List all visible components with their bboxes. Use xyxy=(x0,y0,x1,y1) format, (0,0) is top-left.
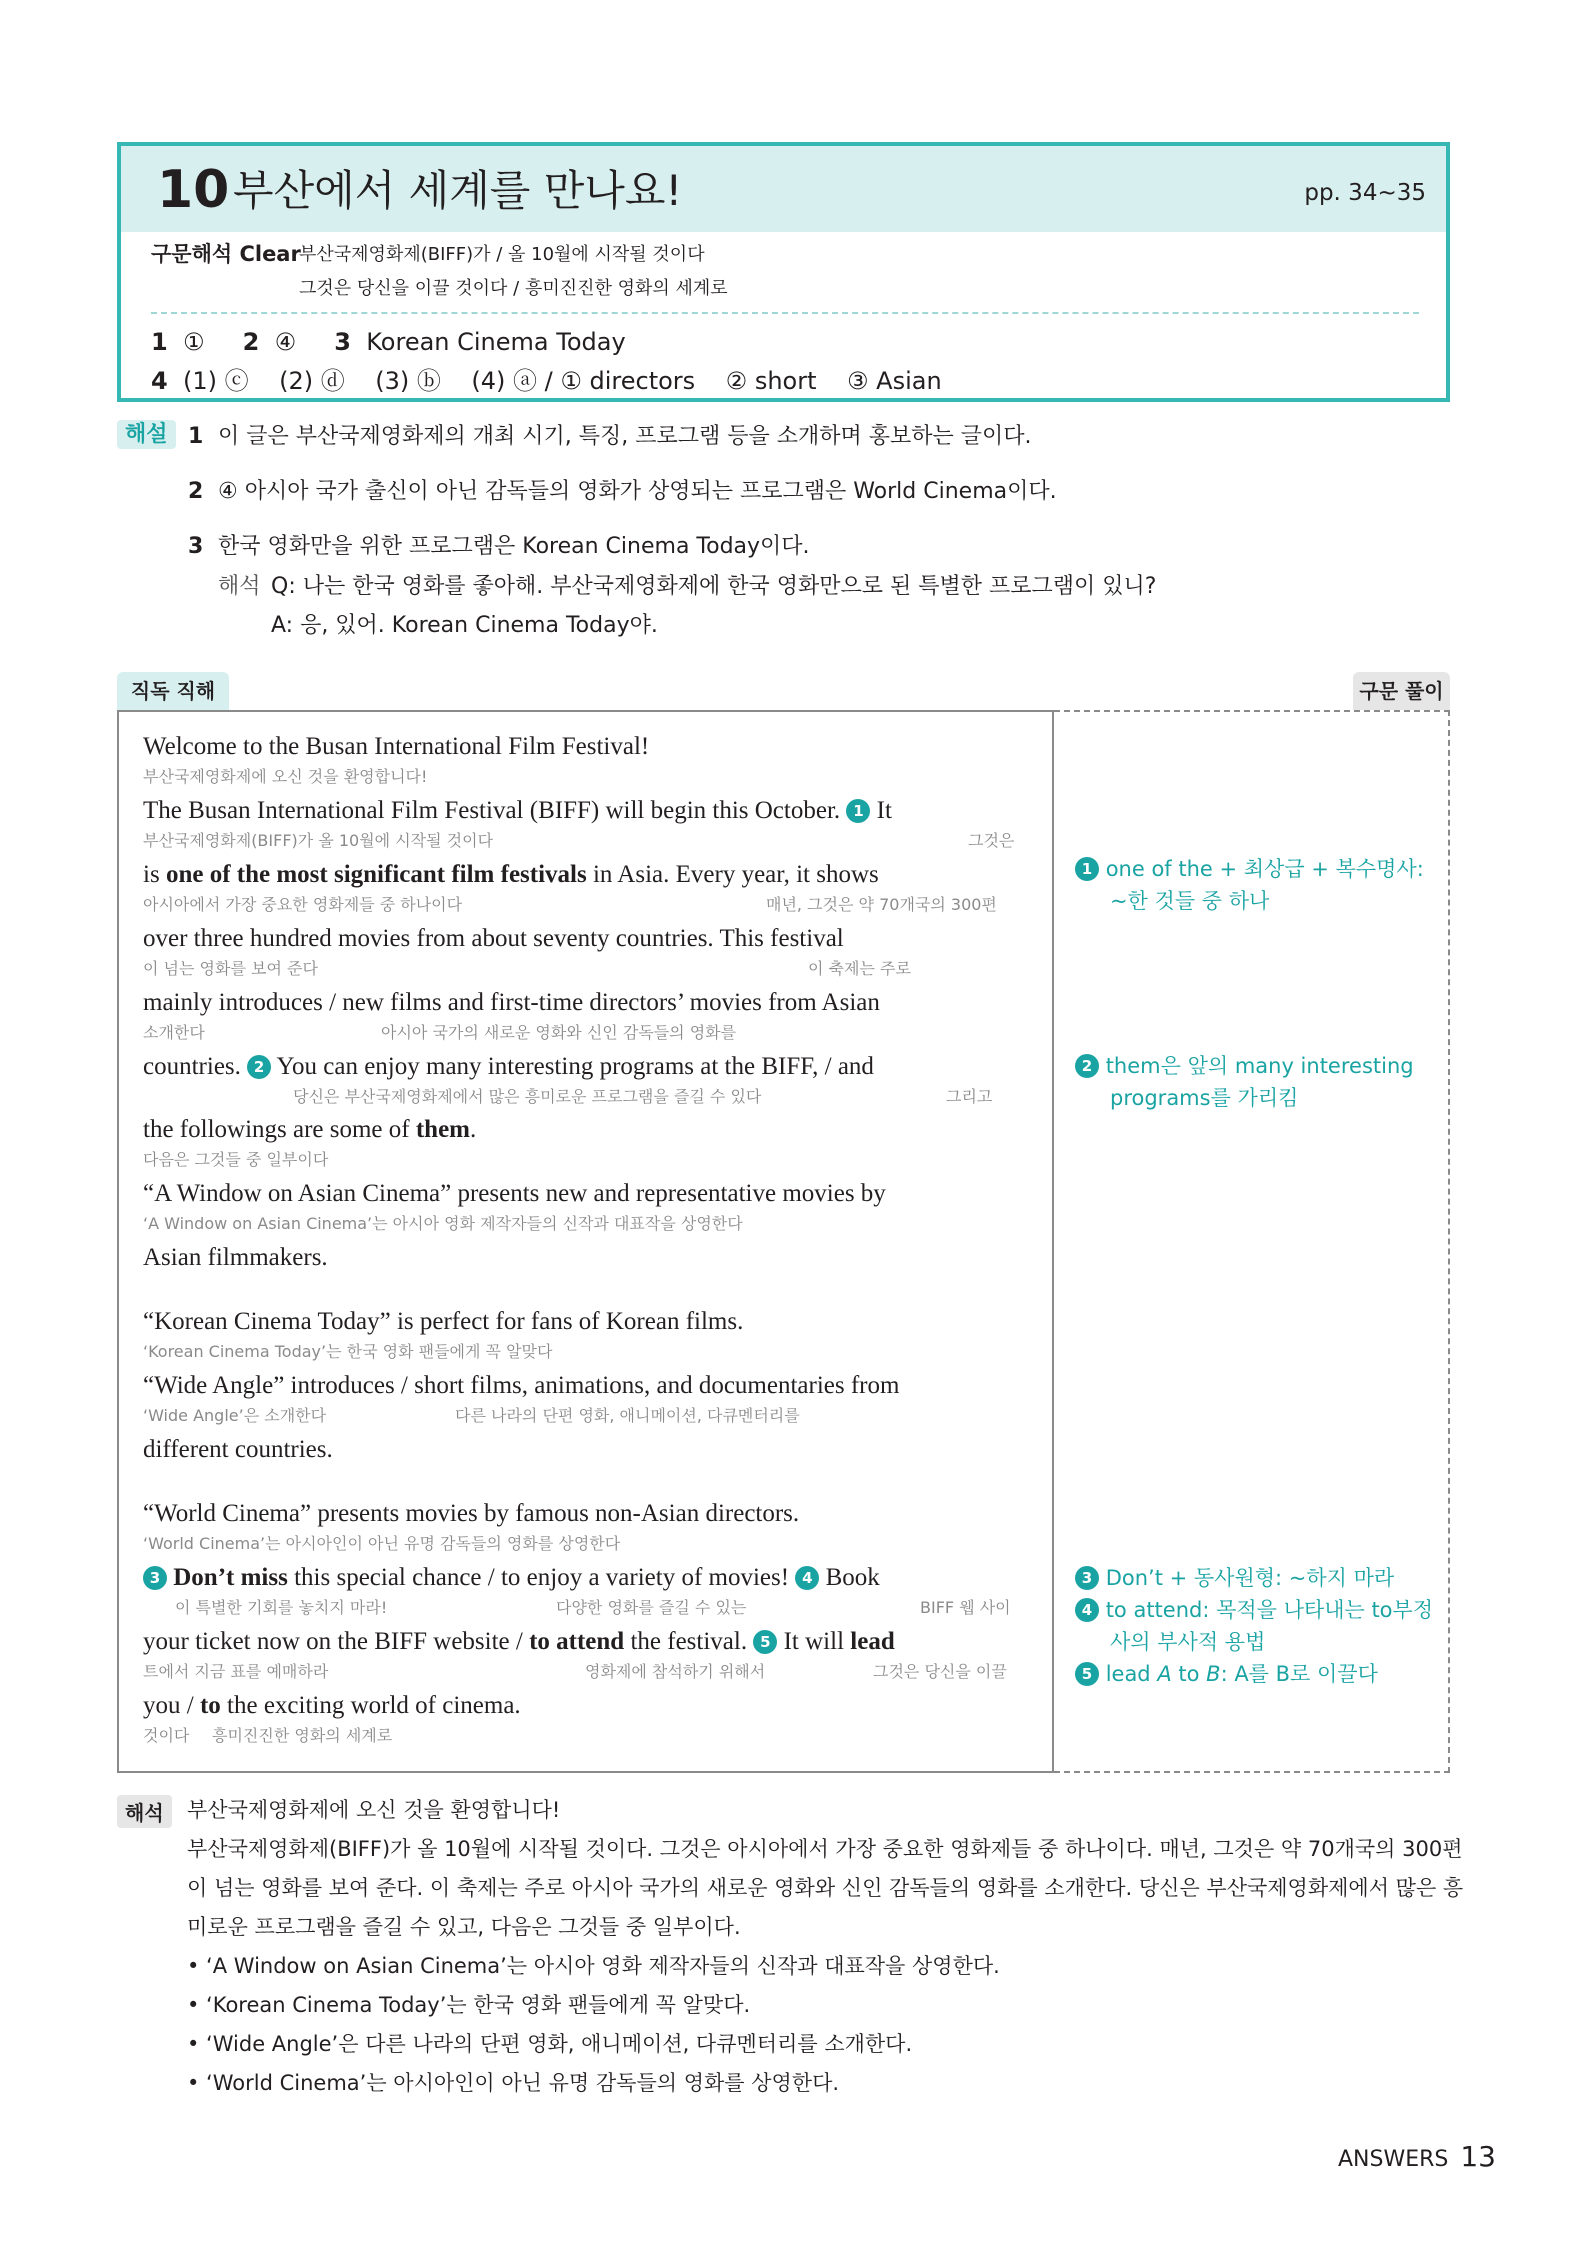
gloss: 매년, 그것은 약 70개국의 300편 xyxy=(766,895,997,914)
note-1-cont: ~한 것들 중 하나 xyxy=(1110,889,1270,913)
reading-line: 3 Don’t miss this special chance / to enjoy a variety of movies! 4 Book xyxy=(143,1562,880,1594)
marker-1: 1 xyxy=(846,799,870,823)
answer-num: 2 xyxy=(242,328,260,356)
translation-tag: 해석 xyxy=(117,1795,172,1828)
reading-line: is one of the most significant film festivals in Asia. Every year, it shows xyxy=(143,861,879,888)
reading-line: mainly introduces / new films and first-time directors’ movies from Asian xyxy=(143,989,880,1016)
gloss: 부산국제영화제에 오신 것을 환영합니다! xyxy=(143,767,428,786)
q2-number: 2 xyxy=(188,479,204,504)
translation-bullet: • ‘Wide Angle’은 다른 나라의 단편 영화, 애니메이션, 다큐멘터리를 소개한다. xyxy=(187,2032,913,2056)
clear-line-2: 그것은 당신을 이끌 것이다 / 흥미진진한 영화의 세계로 xyxy=(299,278,728,299)
gloss: 그것은 당신을 이끌 xyxy=(873,1662,1007,1681)
translation-line: 미로운 프로그램을 즐길 수 있고, 다음은 그것들 중 일부이다. xyxy=(187,1915,741,1939)
answer: ④ xyxy=(274,328,297,356)
translation-bullet: • ‘World Cinema’는 아시아인이 아닌 유명 감독들의 영화를 상영한다. xyxy=(187,2071,840,2095)
answer: ① xyxy=(182,328,205,356)
reading-line: the followings are some of them. xyxy=(143,1116,477,1143)
tab-direct-reading: 직독 직해 xyxy=(117,672,229,710)
answers-line-1 xyxy=(151,324,626,360)
page-footer xyxy=(1338,2140,1496,2173)
gloss: 것이다 xyxy=(143,1726,190,1745)
answer-num: 4 xyxy=(151,367,168,395)
note-2: 2 them은 앞의 many interesting xyxy=(1075,1050,1414,1082)
divider xyxy=(151,312,1419,314)
gloss: 부산국제영화제(BIFF)가 올 10월에 시작될 것이다 xyxy=(143,831,494,850)
gloss: 소개한다 xyxy=(143,1023,205,1042)
gloss: ‘Korean Cinema Today’는 한국 영화 팬들에게 꼭 알맞다 xyxy=(143,1342,553,1361)
q2-explanation: ④ 아시아 국가 출신이 아닌 감독들의 영화가 상영되는 프로그램은 World Cinema이다. xyxy=(218,479,1057,504)
gloss: 트에서 지금 표를 예매하라 xyxy=(143,1662,329,1681)
gloss: BIFF 웹 사이 xyxy=(920,1598,1011,1617)
note-1: 1 one of the + 최상급 + 복수명사: xyxy=(1075,853,1424,885)
gloss: 흥미진진한 영화의 세계로 xyxy=(212,1726,393,1745)
note-3: 3 Don’t + 동사원형: ~하지 마라 xyxy=(1075,1562,1394,1594)
clear-line-1: 부산국제영화제(BIFF)가 / 올 10월에 시작될 것이다 xyxy=(299,244,705,265)
gloss: ‘World Cinema’는 아시아인이 아닌 유명 감독들의 영화를 상영한다 xyxy=(143,1534,621,1553)
lesson-number: 10 xyxy=(157,160,230,220)
reading-line: The Busan International Film Festival (BIFF) will begin this October. 1 It xyxy=(143,797,892,824)
gloss: 이 축제는 주로 xyxy=(808,959,911,978)
reading-line: Asian filmmakers. xyxy=(143,1244,328,1271)
translation-bullet: • ‘Korean Cinema Today’는 한국 영화 팬들에게 꼭 알맞다. xyxy=(187,1993,751,2017)
q3-answer: A: 응, 있어. Korean Cinema Today야. xyxy=(271,613,658,638)
gloss: 이 특별한 기회를 놓치지 마라! xyxy=(175,1598,388,1617)
reading-line: different countries. xyxy=(143,1436,333,1463)
gloss: 다음은 그것들 중 일부이다 xyxy=(143,1150,329,1169)
note-2-cont: programs를 가리킴 xyxy=(1110,1086,1299,1110)
translation-line: 이 넘는 영화를 보여 준다. 이 축제는 주로 아시아 국가의 새로운 영화와 신인 감독들의 영화를 소개한다. 당신은 부산국제영화제에서 많은 흥 xyxy=(187,1876,1464,1900)
reading-line: your ticket now on the BIFF website / to attend the festival. 5 It will lead xyxy=(143,1628,895,1655)
marker-3: 3 xyxy=(143,1566,167,1590)
note-4: 4 to attend: 목적을 나타내는 to부정 xyxy=(1075,1594,1433,1626)
clear-label: 구문해석 Clear xyxy=(151,242,301,266)
gloss: 아시아에서 가장 중요한 영화제들 중 하나이다 xyxy=(143,895,463,914)
reading-line: you / to the exciting world of cinema. xyxy=(143,1692,521,1719)
tab-syntax-notes: 구문 풀이 xyxy=(1353,672,1450,710)
lesson-header xyxy=(117,142,1450,402)
gloss: 그것은 xyxy=(968,831,1015,850)
reading-line: Welcome to the Busan International Film Festival! xyxy=(143,733,650,760)
gloss: 그리고 xyxy=(946,1087,993,1106)
reading-line: over three hundred movies from about seventy countries. This festival xyxy=(143,925,844,952)
answers-line-2 xyxy=(151,363,942,399)
gloss: 아시아 국가의 새로운 영화와 신인 감독들의 영화를 xyxy=(381,1023,737,1042)
gloss: ‘Wide Angle’은 소개한다 xyxy=(143,1406,327,1425)
reading-line: “World Cinema” presents movies by famous non-Asian directors. xyxy=(143,1500,800,1527)
marker-4: 4 xyxy=(795,1566,819,1590)
translation-line: 부산국제영화제에 오신 것을 환영합니다! xyxy=(187,1798,561,1822)
gloss: ‘A Window on Asian Cinema’는 아시아 영화 제작자들의 신작과 대표작을 상영한다 xyxy=(143,1214,743,1233)
translation-bullet: • ‘A Window on Asian Cinema’는 아시아 영화 제작자들의 신작과 대표작을 상영한다. xyxy=(187,1954,1000,1978)
lesson-title: 부산에서 세계를 만나요! xyxy=(233,166,683,215)
note-5: 5 lead A to B: A를 B로 이끌다 xyxy=(1075,1658,1378,1690)
q1-explanation: 이 글은 부산국제영화제의 개최 시기, 특징, 프로그램 등을 소개하며 홍보하는 글이다. xyxy=(218,424,1032,449)
gloss: 다양한 영화를 즐길 수 있는 xyxy=(556,1598,747,1617)
reading-line: “A Window on Asian Cinema” presents new and representative movies by xyxy=(143,1180,886,1207)
note-4-cont: 사의 부사적 용법 xyxy=(1110,1630,1266,1654)
answer: (1) ⓒ (2) ⓓ (3) ⓑ (4) ⓐ / ① directors ② short ③ Asian xyxy=(182,367,942,395)
marker-5: 5 xyxy=(753,1630,777,1654)
q3-number: 3 xyxy=(188,534,204,559)
answer-num: 1 xyxy=(151,328,168,356)
explanation-tag: 해설 xyxy=(117,420,176,450)
answer-num: 3 xyxy=(334,328,351,356)
gloss: 영화제에 참석하기 위해서 xyxy=(585,1662,766,1681)
gloss: 이 넘는 영화를 보여 준다 xyxy=(143,959,318,978)
marker-2: 2 xyxy=(247,1055,271,1079)
page-number: 13 xyxy=(1460,2140,1496,2173)
reading-line: “Korean Cinema Today” is perfect for fans of Korean films. xyxy=(143,1308,744,1335)
reading-line: “Wide Angle” introduces / short films, animations, and documentaries from xyxy=(143,1372,900,1399)
q1-number: 1 xyxy=(188,424,204,449)
q3-trans-label: 해석 xyxy=(218,574,261,599)
translation-line: 부산국제영화제(BIFF)가 올 10월에 시작될 것이다. 그것은 아시아에서 가장 중요한 영화제들 중 하나이다. 매년, 그것은 약 70개국의 300편 xyxy=(187,1837,1463,1861)
reading-line: countries. 2 You can enjoy many interesting programs at the BIFF, / and xyxy=(143,1053,874,1080)
gloss: 다른 나라의 단편 영화, 애니메이션, 다큐멘터리를 xyxy=(455,1406,800,1425)
gloss: 당신은 부산국제영화제에서 많은 흥미로운 프로그램을 즐길 수 있다 xyxy=(293,1087,762,1106)
footer-label: ANSWERS xyxy=(1337,2147,1449,2172)
answer: Korean Cinema Today xyxy=(366,328,626,356)
page-range: pp. 34~35 xyxy=(1304,180,1426,206)
q3-explanation: 한국 영화만을 위한 프로그램은 Korean Cinema Today이다. xyxy=(218,534,810,559)
q3-question: Q: 나는 한국 영화를 좋아해. 부산국제영화제에 한국 영화만으로 된 특별한 프로그램이 있니? xyxy=(271,574,1157,599)
